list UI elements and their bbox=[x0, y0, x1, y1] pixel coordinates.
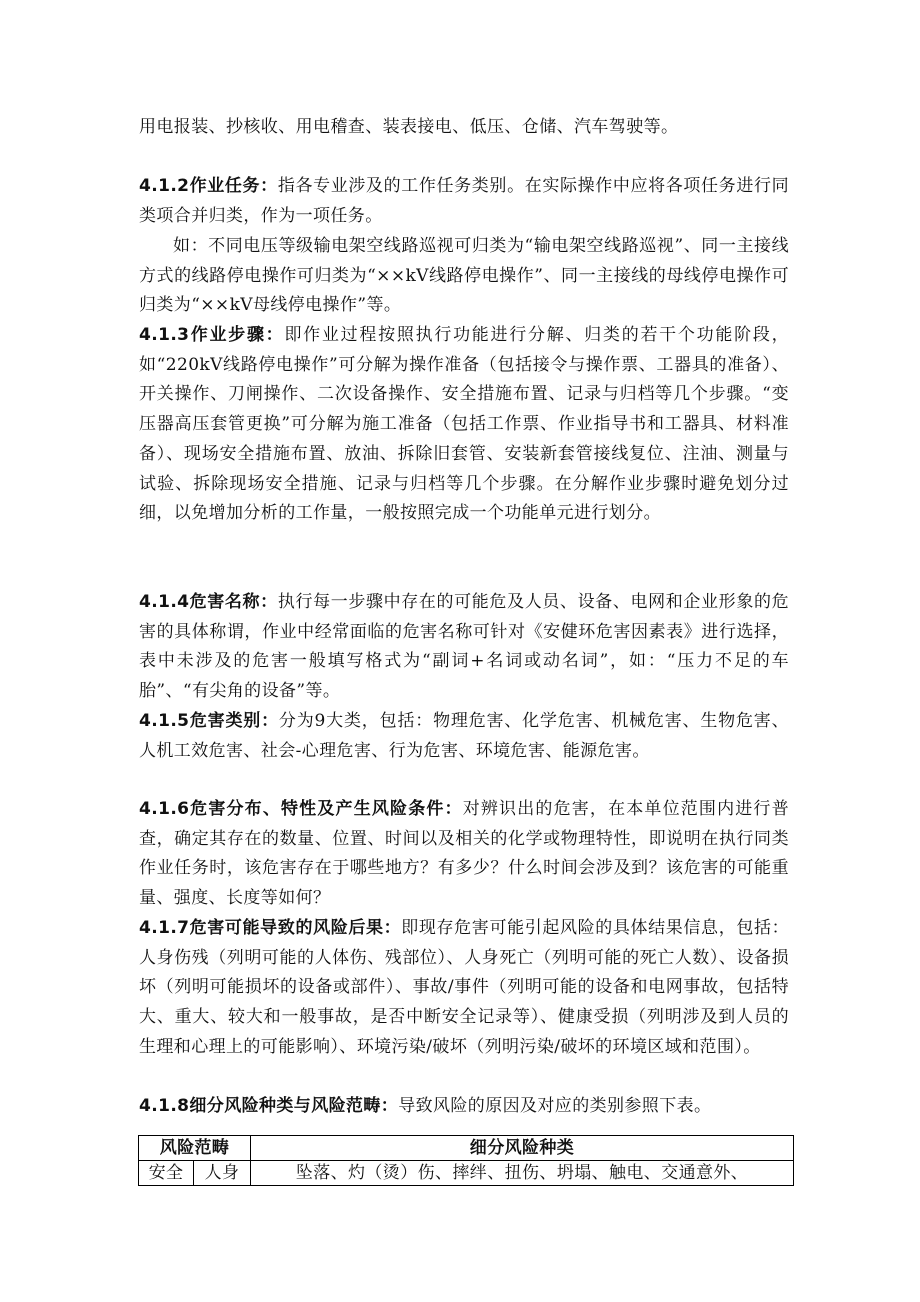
header-risk-category: 风险范畴 bbox=[139, 1136, 251, 1161]
section-4-1-5 bbox=[139, 707, 789, 766]
section-label: 4.1.6危害分布、特性及产生风险条件： bbox=[139, 799, 463, 819]
header-risk-subtype: 细分风险种类 bbox=[251, 1136, 794, 1161]
section-text: 指各专业涉及的工作任务类别。在实际操作中应将各项任务进行同类项合并归类，作为一项任务。 bbox=[139, 176, 789, 226]
table-header-row bbox=[139, 1136, 794, 1161]
cell-subcategory: 人身 bbox=[194, 1161, 251, 1186]
section-4-1-7 bbox=[139, 914, 789, 1063]
section-4-1-4 bbox=[139, 588, 789, 707]
table-row bbox=[139, 1161, 794, 1186]
intro-paragraph bbox=[139, 113, 789, 143]
section-label: 4.1.8细分风险种类与风险范畴： bbox=[139, 1096, 399, 1116]
section-text: 即现存危害可能引起风险的具体结果信息，包括：人身伤残（列明可能的人体伤、残部位）、人身死亡（列明可能的死亡人数）、设备损坏（列明可能损坏的设备或部件）、事故/事件（列明可能的设备和电网事故，包括特大、重大、较大和一般事故，是否中断安全记录等）、健康受损（列明涉及到人员的生理和心理上的可能影响）、环境污染/破坏（列明污染/破坏的环境区域和范围）。 bbox=[139, 918, 789, 1057]
section-label: 4.1.2作业任务： bbox=[139, 176, 278, 196]
section-4-1-2 bbox=[139, 172, 789, 231]
section-text: 执行每一步骤中存在的可能危及人员、设备、电网和企业形象的危害的具体称谓，作业中经常面临的危害名称可针对《安健环危害因素表》进行选择，表中未涉及的危害一般填写格式为“副词+名词或动名词”，如：“压力不足的车胎”、“有尖角的设备”等。 bbox=[139, 592, 789, 702]
section-label: 4.1.4危害名称： bbox=[139, 592, 278, 612]
section-label: 4.1.7危害可能导致的风险后果： bbox=[139, 918, 402, 938]
risk-category-table bbox=[138, 1135, 794, 1186]
section-4-1-3 bbox=[139, 321, 789, 529]
section-text: 对辨识出的危害，在本单位范围内进行普查，确定其存在的数量、位置、时间以及相关的化学或物理特性，即说明在执行同类作业任务时，该危害存在于哪些地方？有多少？什么时间会涉及到？该危害的可能重量、强度、长度等如何？ bbox=[139, 799, 789, 909]
section-text: 导致风险的原因及对应的类别参照下表。 bbox=[398, 1096, 712, 1116]
intro-text: 用电报装、抄核收、用电稽查、装表接电、低压、仓储、汽车驾驶等。 bbox=[139, 117, 679, 137]
section-label: 4.1.3作业步骤： bbox=[139, 325, 285, 345]
section-text: 分为9大类，包括：物理危害、化学危害、机械危害、生物危害、人机工效危害、社会-心理危害、行为危害、环境危害、能源危害。 bbox=[139, 711, 789, 761]
section-4-1-2-example bbox=[139, 232, 789, 321]
section-4-1-6 bbox=[139, 795, 789, 914]
example-text: 如：不同电压等级输电架空线路巡视可归类为“输电架空线路巡视”、同一主接线方式的线路停电操作可归类为“××kV线路停电操作”、同一主接线的母线停电操作可归类为“××kV母线停电操作”等。 bbox=[139, 236, 789, 316]
cell-category: 安全 bbox=[139, 1161, 194, 1186]
section-text: 即作业过程按照执行功能进行分解、归类的若干个功能阶段，如“220kV线路停电操作”可分解为操作准备（包括接令与操作票、工器具的准备）、开关操作、刀闸操作、二次设备操作、安全措施布置、记录与归档等几个步骤。“变压器高压套管更换”可分解为施工准备（包括工作票、作业指导书和工器具、材料准备）、现场安全措施布置、放油、拆除旧套管、安装新套管接线复位、注油、测量与试验、拆除现场安全措施、记录与归档等几个步骤。在分解作业步骤时避免划分过细，以免增加分析的工作量，一般按照完成一个功能单元进行划分。 bbox=[139, 325, 789, 524]
cell-risk-types: 坠落、灼（烫）伤、摔绊、扭伤、坍塌、触电、交通意外、 bbox=[251, 1161, 794, 1186]
section-label: 4.1.5危害类别： bbox=[139, 711, 279, 731]
section-4-1-8 bbox=[139, 1092, 789, 1122]
